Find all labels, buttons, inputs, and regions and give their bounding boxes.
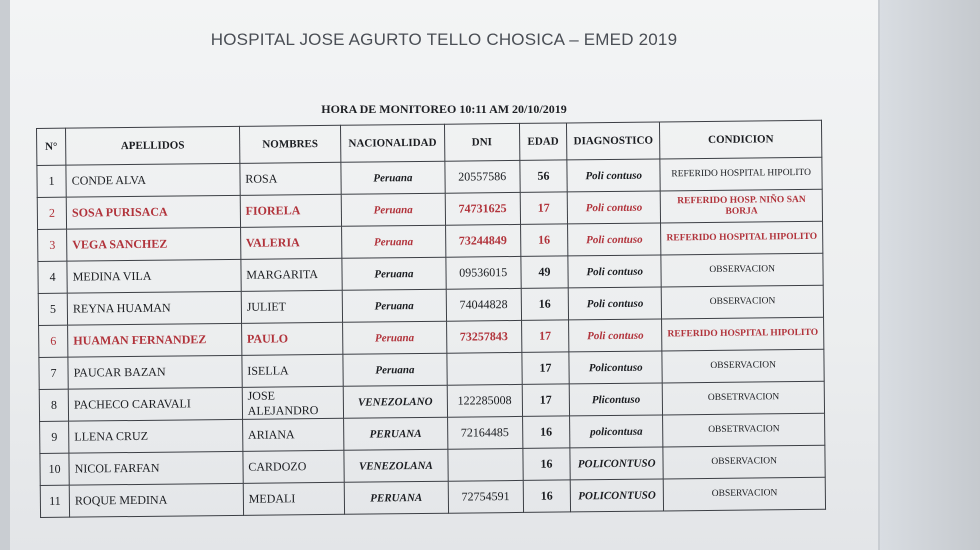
cell-edad: 16 [521, 288, 569, 320]
cell-dni [447, 448, 523, 481]
cell-apellidos: MEDINA VILA [67, 259, 241, 293]
cell-dni: 73244849 [445, 224, 521, 257]
cell-condicion: OBSETRVACION [663, 413, 825, 447]
cell-condicion: OBSERVACION [662, 349, 824, 383]
cell-edad: 17 [522, 352, 570, 384]
cell-diagnostico: Poli contuso [568, 287, 662, 320]
cell-edad: 16 [523, 480, 571, 512]
patient-table [36, 120, 826, 518]
cell-nacionalidad: VENEZOLANO [343, 385, 447, 418]
column-header-apellidos: APELLIDOS [66, 126, 240, 165]
column-header-number: N° [37, 128, 66, 165]
cell-nacionalidad: Peruana [341, 161, 445, 194]
cell-nacionalidad: VENEZOLANA [344, 449, 448, 482]
cell-dni: 09536015 [445, 256, 521, 289]
cell-diagnostico: policontusa [570, 415, 664, 448]
cell-diagnostico: Plicontuso [569, 383, 663, 416]
cell-condicion: OBSERVACION [664, 477, 826, 511]
cell-edad: 17 [522, 384, 570, 416]
cell-diagnostico: POLICONTUSO [570, 479, 664, 512]
cell-number: 6 [39, 325, 68, 357]
cell-number: 2 [37, 197, 66, 229]
cell-apellidos: LLENA CRUZ [69, 419, 243, 453]
cell-nacionalidad: Peruana [341, 193, 445, 226]
cell-edad: 16 [522, 416, 570, 448]
cell-nombres: PAULO [241, 322, 343, 355]
cell-nacionalidad: PERUANA [344, 481, 448, 514]
cell-number: 11 [40, 485, 69, 517]
column-header-nacionalidad: NACIONALIDAD [341, 124, 445, 162]
cell-nacionalidad: PERUANA [344, 417, 448, 450]
cell-nombres: CARDOZO [243, 450, 345, 483]
cell-diagnostico: Poli contuso [569, 319, 663, 352]
cell-nacionalidad: Peruana [342, 257, 446, 290]
column-header-dni: DNI [444, 123, 520, 161]
cell-diagnostico: Poli contuso [568, 223, 662, 256]
column-header-nombres: NOMBRES [239, 125, 341, 163]
cell-edad: 16 [523, 448, 571, 480]
cell-edad: 56 [520, 160, 568, 192]
cell-diagnostico: POLICONTUSO [570, 447, 664, 480]
cell-edad: 17 [520, 192, 568, 224]
cell-diagnostico: Policontuso [569, 351, 663, 384]
cell-number: 4 [38, 261, 67, 293]
cell-edad: 17 [521, 320, 569, 352]
cell-nombres: VALERIA [240, 226, 342, 259]
cell-number: 10 [40, 453, 69, 485]
background-edge [880, 0, 980, 550]
cell-condicion: OBSERVACION [663, 445, 825, 479]
cell-apellidos: HUAMAN FERNANDEZ [68, 323, 242, 357]
column-header-diagnostico: DIAGNOSTICO [566, 122, 660, 160]
cell-dni: 122285008 [447, 384, 523, 417]
cell-condicion: OBSETRVACION [663, 381, 825, 415]
cell-condicion: REFERIDO HOSPITAL HIPOLITO [661, 221, 823, 255]
cell-dni: 74731625 [445, 192, 521, 225]
cell-apellidos: CONDE ALVA [66, 163, 240, 197]
cell-nombres: FIORELA [240, 194, 342, 227]
cell-nombres: JULIET [241, 290, 343, 323]
monitoring-time-heading: HORA DE MONITOREO 10:11 AM 20/10/2019 [321, 102, 567, 116]
cell-apellidos: SOSA PURISACA [66, 195, 240, 229]
cell-nombres: JOSE ALEJANDRO [242, 386, 344, 419]
column-header-edad: EDAD [519, 123, 567, 160]
cell-diagnostico: Poli contuso [568, 255, 662, 288]
table-row [40, 477, 825, 517]
cell-dni: 74044828 [446, 288, 522, 321]
cell-number: 5 [38, 293, 67, 325]
cell-nacionalidad: Peruana [342, 289, 446, 322]
column-header-condicion: CONDICION [660, 120, 822, 159]
cell-edad: 49 [521, 256, 569, 288]
cell-number: 3 [38, 229, 67, 261]
cell-dni: 72754591 [448, 480, 524, 513]
cell-nombres: MARGARITA [241, 258, 343, 291]
table-body [37, 157, 826, 517]
cell-nacionalidad: Peruana [342, 225, 446, 258]
document-sheet [10, 0, 878, 550]
cell-dni: 73257843 [446, 320, 522, 353]
cell-number: 9 [40, 421, 69, 453]
cell-apellidos: NICOL FARFAN [69, 451, 243, 485]
cell-diagnostico: Poli contuso [567, 159, 661, 192]
cell-nombres: ISELLA [242, 354, 344, 387]
cell-condicion: OBSERVACION [661, 253, 823, 287]
cell-number: 8 [39, 389, 68, 421]
cell-diagnostico: Poli contuso [567, 191, 661, 224]
cell-nombres: ARIANA [242, 418, 344, 451]
cell-dni: 72164485 [447, 416, 523, 449]
cell-dni: 20557586 [444, 160, 520, 193]
cell-nacionalidad: Peruana [343, 321, 447, 354]
cell-nombres: ROSA [240, 162, 342, 195]
cell-apellidos: PAUCAR BAZAN [68, 355, 242, 389]
cell-apellidos: VEGA SANCHEZ [67, 227, 241, 261]
cell-condicion: OBSERVACION [662, 285, 824, 319]
cell-number: 1 [37, 165, 66, 197]
cell-nacionalidad: Peruana [343, 353, 447, 386]
document-title: HOSPITAL JOSE AGURTO TELLO CHOSICA – EMED 2019 [210, 30, 678, 49]
cell-number: 7 [39, 357, 68, 389]
cell-condicion: REFERIDO HOSPITAL HIPOLITO [662, 317, 824, 351]
cell-edad: 16 [520, 224, 568, 256]
cell-apellidos: ROQUE MEDINA [69, 483, 243, 517]
cell-dni [446, 352, 522, 385]
cell-condicion: REFERIDO HOSPITAL HIPOLITO [660, 157, 822, 191]
cell-condicion: REFERIDO HOSP. NIÑO SAN BORJA [661, 189, 823, 223]
cell-apellidos: REYNA HUAMAN [67, 291, 241, 325]
cell-apellidos: PACHECO CARAVALI [68, 387, 242, 421]
cell-nombres: MEDALI [243, 482, 345, 515]
